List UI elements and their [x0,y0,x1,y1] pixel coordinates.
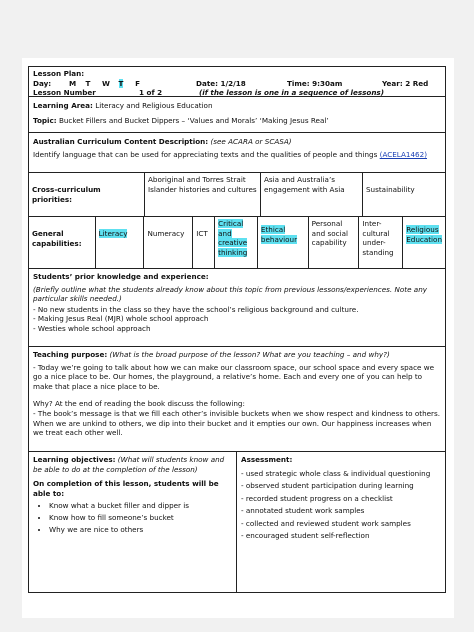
capability-numeracy: Numeracy [144,217,193,268]
general-capabilities-section [29,217,445,269]
capability-intercultural: Inter-cultural under-standing [359,217,403,268]
curriculum-heading [33,137,441,147]
topic-value: Bucket Fillers and Bucket Dippers – ‘Values and Morals’ ‘Making Jesus Real’ [58,115,329,125]
document-page [22,58,454,618]
learning-area-section [29,97,445,133]
cross-curriculum-section [29,173,445,217]
prior-knowledge-note: (Briefly outline what the students already know about this topic from previous lessons/experiences. Note any particular skills needed.) [33,284,427,304]
prior-knowledge-label: Students’ prior knowledge and experience: [33,272,209,281]
capability-ethical-behaviour: Ethical behaviour [258,217,309,268]
assessment-item: - annotated student work samples [241,506,365,516]
day-f: F [135,78,140,88]
date: Date: 1/2/18 [196,78,246,88]
day-t: T [85,78,91,88]
lesson-plan-label: Lesson Plan: [33,69,85,78]
learning-area-value: Literacy and Religious Education [95,101,213,110]
day-m: M [69,78,77,88]
learning-objectives-list [33,500,232,536]
topic-label: Topic: [33,115,57,125]
curriculum-text: Identify language that can be used for appreciating texts and the qualities of people and things [33,149,378,159]
lesson-number-label: Lesson Number [33,88,96,98]
curriculum-note: (see ACARA or SCASA) [210,137,292,146]
curriculum-code-link[interactable]: (ACELA1462) [379,149,427,159]
prior-knowledge-line-1: - No new students in the class so they have the school’s religious background and culture. [33,304,359,314]
time: Time: 9:30am [287,78,343,88]
curriculum-section [29,133,445,173]
teaching-purpose-label: Teaching purpose: [33,350,108,359]
lesson-plan-table [28,66,446,593]
sequence-note: (if the lesson is one in a sequence of lessons) [199,88,384,98]
learning-objectives-completion: On completion of this lesson, students will be able to: [33,479,219,498]
teaching-purpose-paragraph-2: Why? At the end of reading the book discuss the following: [33,399,245,409]
day-w: W [102,78,110,88]
learning-objectives-note: (What will students know and be able to do at the completion of the lesson) [33,455,225,474]
teaching-purpose-paragraph-3: - The book’s message is that we fill each other’s invisible buckets when we show respect and kindness to others. When we are unkind to others, we dip into their bucket and it empties our own. Our happiness increases when we treat each other well. [33,408,441,438]
teaching-purpose-section [29,347,445,452]
learning-objectives-heading [33,455,232,474]
learning-objectives-cell [29,452,237,592]
day-row [33,79,441,89]
day-label: Day: [33,78,52,88]
prior-knowledge-line-3: - Westies whole school approach [33,323,151,333]
cross-curriculum-aboriginal: Aboriginal and Torres Strait Islander histories and cultures [145,173,261,216]
assessment-item: - observed student participation during learning [241,481,414,491]
year: Year: 2 Red [382,78,429,88]
objectives-assessment-section [29,452,445,592]
learning-objectives-label: Learning objectives: [33,455,116,464]
assessment-cell [237,452,445,592]
objective-item: • Know what a bucket filler and dipper is [49,500,232,512]
capability-personal-social: Personal and social capability [309,217,360,268]
teaching-purpose-note: (What is the broad purpose of the lesson? What are you teaching – and why?) [109,350,390,359]
capability-literacy: Literacy [96,217,145,268]
prior-knowledge-line-2: - Making Jesus Real (MJR) whole school approach [33,314,209,324]
capability-religious-education: Religious Education [406,225,443,244]
day-letters [69,79,149,89]
objective-item: • Why we are nice to others [49,524,232,536]
capability-critical-thinking: Critical and creative thinking [215,217,258,268]
capability-ict: ICT [193,217,215,268]
day-t-selected: T [118,78,124,88]
assessment-item: - used strategic whole class & individual questioning [241,468,431,478]
learning-area-label: Learning Area: [33,101,93,110]
curriculum-label: Australian Curriculum Content Description: [33,137,209,146]
assessment-item: - collected and reviewed student work samples [241,518,411,528]
curriculum-description [33,150,441,160]
teaching-purpose-paragraph-1: - Today we’re going to talk about how we can make our classroom space, our school space and every space we go a nice place to be. Our homes, the playground, a relative’s home. Each and every one of you can help to make that place a nice place to be. [33,362,435,391]
cross-curriculum-asia: Asia and Australia’s engagement with Asia [261,173,363,216]
assessment-label: Assessment: [241,455,293,464]
cross-curriculum-sustainability: Sustainability [366,185,415,194]
assessment-item: - encouraged student self-reflection [241,531,370,541]
prior-knowledge-section [29,269,445,347]
assessment-item: - recorded student progress on a checklist [241,493,393,503]
lesson-number-value: 1 of 2 [139,88,163,98]
general-capabilities-label: General capabilities: [29,217,96,268]
teaching-purpose-heading [33,350,441,360]
header-section [29,67,445,97]
objective-item: • Know how to fill someone’s bucket [49,512,232,524]
cross-curriculum-label: Cross-curriculum priorities: [29,173,145,216]
learning-area-line [33,101,441,111]
topic-line [33,116,441,126]
